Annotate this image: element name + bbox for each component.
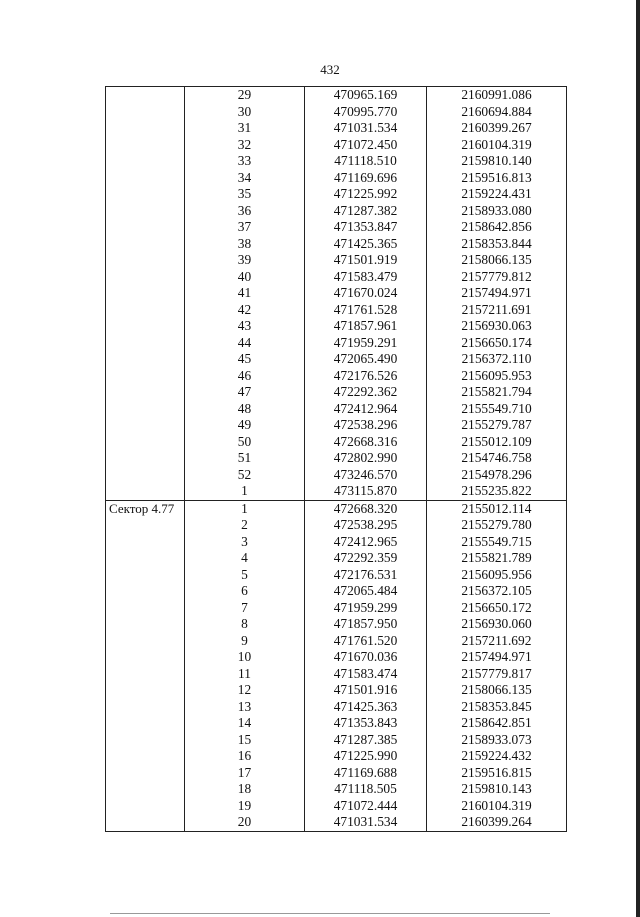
- sector-cell: [106, 633, 185, 650]
- table-row: [106, 616, 567, 633]
- y-coordinate-cell: 2156095.953: [427, 368, 567, 385]
- point-number-cell: 46: [185, 368, 305, 385]
- y-coordinate-cell: 2157211.692: [427, 633, 567, 650]
- x-coordinate-cell: 473246.570: [305, 467, 427, 484]
- point-number-cell: 49: [185, 417, 305, 434]
- table-row: [106, 153, 567, 170]
- y-coordinate-cell: 2155012.109: [427, 434, 567, 451]
- y-coordinate-cell: 2156095.956: [427, 567, 567, 584]
- point-number-cell: 19: [185, 798, 305, 815]
- sector-cell: [106, 798, 185, 815]
- x-coordinate-cell: 472538.295: [305, 517, 427, 534]
- x-coordinate-cell: 471072.450: [305, 137, 427, 154]
- x-coordinate-cell: 470995.770: [305, 104, 427, 121]
- table-row: [106, 483, 567, 500]
- x-coordinate-cell: 471118.505: [305, 781, 427, 798]
- x-coordinate-cell: 472292.362: [305, 384, 427, 401]
- x-coordinate-cell: 471031.534: [305, 814, 427, 831]
- point-number-cell: 52: [185, 467, 305, 484]
- point-number-cell: 50: [185, 434, 305, 451]
- x-coordinate-cell: 470965.169: [305, 87, 427, 104]
- y-coordinate-cell: 2160104.319: [427, 798, 567, 815]
- y-coordinate-cell: 2158933.073: [427, 732, 567, 749]
- x-coordinate-cell: 471761.520: [305, 633, 427, 650]
- y-coordinate-cell: 2160399.264: [427, 814, 567, 831]
- sector-cell: [106, 203, 185, 220]
- point-number-cell: 6: [185, 583, 305, 600]
- sector-cell: [106, 302, 185, 319]
- x-coordinate-cell: 471501.916: [305, 682, 427, 699]
- point-number-cell: 14: [185, 715, 305, 732]
- y-coordinate-cell: 2155549.710: [427, 401, 567, 418]
- sector-cell: [106, 186, 185, 203]
- point-number-cell: 40: [185, 269, 305, 286]
- y-coordinate-cell: 2155821.794: [427, 384, 567, 401]
- table-row: [106, 550, 567, 567]
- x-coordinate-cell: 471959.299: [305, 600, 427, 617]
- table-row: [106, 500, 567, 517]
- table-row: [106, 236, 567, 253]
- sector-cell: [106, 467, 185, 484]
- point-number-cell: 3: [185, 534, 305, 551]
- point-number-cell: 1: [185, 500, 305, 517]
- sector-cell: [106, 600, 185, 617]
- point-number-cell: 20: [185, 814, 305, 831]
- sector-cell: [106, 434, 185, 451]
- sector-cell: [106, 368, 185, 385]
- table-row: [106, 534, 567, 551]
- y-coordinate-cell: 2159516.813: [427, 170, 567, 187]
- x-coordinate-cell: 471287.385: [305, 732, 427, 749]
- y-coordinate-cell: 2160104.319: [427, 137, 567, 154]
- table-row: [106, 649, 567, 666]
- point-number-cell: 17: [185, 765, 305, 782]
- x-coordinate-cell: 471425.363: [305, 699, 427, 716]
- x-coordinate-cell: 473115.870: [305, 483, 427, 500]
- x-coordinate-cell: 471670.036: [305, 649, 427, 666]
- sector-cell: [106, 765, 185, 782]
- point-number-cell: 45: [185, 351, 305, 368]
- sector-cell: [106, 699, 185, 716]
- point-number-cell: 44: [185, 335, 305, 352]
- table-row: [106, 682, 567, 699]
- x-coordinate-cell: 471857.950: [305, 616, 427, 633]
- table-row: [106, 170, 567, 187]
- sector-cell: [106, 285, 185, 302]
- y-coordinate-cell: 2156372.110: [427, 351, 567, 368]
- y-coordinate-cell: 2157494.971: [427, 285, 567, 302]
- point-number-cell: 15: [185, 732, 305, 749]
- table-row: [106, 417, 567, 434]
- table-row: [106, 567, 567, 584]
- sector-cell: [106, 748, 185, 765]
- table-row: [106, 715, 567, 732]
- table-row: [106, 765, 567, 782]
- sector-cell: [106, 550, 185, 567]
- y-coordinate-cell: 2155012.114: [427, 500, 567, 517]
- table-row: [106, 732, 567, 749]
- x-coordinate-cell: 471031.534: [305, 120, 427, 137]
- sector-cell: [106, 219, 185, 236]
- y-coordinate-cell: 2158933.080: [427, 203, 567, 220]
- table-row: [106, 450, 567, 467]
- table-row: [106, 351, 567, 368]
- table-row: [106, 252, 567, 269]
- coordinates-table-body: [106, 87, 567, 832]
- y-coordinate-cell: 2157779.817: [427, 666, 567, 683]
- bottom-rule: [110, 913, 550, 914]
- sector-cell: [106, 252, 185, 269]
- sector-cell: [106, 781, 185, 798]
- x-coordinate-cell: 472065.484: [305, 583, 427, 600]
- sector-cell: [106, 715, 185, 732]
- x-coordinate-cell: 471225.990: [305, 748, 427, 765]
- x-coordinate-cell: 472668.320: [305, 500, 427, 517]
- y-coordinate-cell: 2157494.971: [427, 649, 567, 666]
- table-row: [106, 517, 567, 534]
- y-coordinate-cell: 2159224.431: [427, 186, 567, 203]
- sector-cell: [106, 649, 185, 666]
- x-coordinate-cell: 471118.510: [305, 153, 427, 170]
- sector-cell: [106, 666, 185, 683]
- x-coordinate-cell: 471353.843: [305, 715, 427, 732]
- y-coordinate-cell: 2159810.140: [427, 153, 567, 170]
- table-row: [106, 137, 567, 154]
- x-coordinate-cell: 471072.444: [305, 798, 427, 815]
- point-number-cell: 7: [185, 600, 305, 617]
- point-number-cell: 13: [185, 699, 305, 716]
- sector-cell: [106, 269, 185, 286]
- sector-cell: [106, 236, 185, 253]
- coordinates-table: [105, 86, 567, 832]
- x-coordinate-cell: 472412.964: [305, 401, 427, 418]
- sector-cell: [106, 417, 185, 434]
- table-row: [106, 285, 567, 302]
- y-coordinate-cell: 2160991.086: [427, 87, 567, 104]
- table-row: [106, 269, 567, 286]
- sector-cell: [106, 318, 185, 335]
- x-coordinate-cell: 471583.479: [305, 269, 427, 286]
- y-coordinate-cell: 2156930.063: [427, 318, 567, 335]
- point-number-cell: 31: [185, 120, 305, 137]
- point-number-cell: 10: [185, 649, 305, 666]
- y-coordinate-cell: 2160399.267: [427, 120, 567, 137]
- sector-cell: [106, 137, 185, 154]
- table-row: [106, 814, 567, 831]
- x-coordinate-cell: 471501.919: [305, 252, 427, 269]
- x-coordinate-cell: 472065.490: [305, 351, 427, 368]
- sector-cell: [106, 384, 185, 401]
- x-coordinate-cell: 471670.024: [305, 285, 427, 302]
- y-coordinate-cell: 2158353.845: [427, 699, 567, 716]
- table-row: [106, 335, 567, 352]
- table-row: [106, 633, 567, 650]
- point-number-cell: 2: [185, 517, 305, 534]
- x-coordinate-cell: 472668.316: [305, 434, 427, 451]
- point-number-cell: 30: [185, 104, 305, 121]
- point-number-cell: 33: [185, 153, 305, 170]
- table-row: [106, 434, 567, 451]
- y-coordinate-cell: 2155821.789: [427, 550, 567, 567]
- y-coordinate-cell: 2155549.715: [427, 534, 567, 551]
- x-coordinate-cell: 472176.531: [305, 567, 427, 584]
- table-row: [106, 583, 567, 600]
- table-row: [106, 798, 567, 815]
- table-row: [106, 87, 567, 104]
- x-coordinate-cell: 471353.847: [305, 219, 427, 236]
- sector-cell: [106, 732, 185, 749]
- point-number-cell: 38: [185, 236, 305, 253]
- sector-cell: [106, 814, 185, 831]
- table-row: [106, 781, 567, 798]
- y-coordinate-cell: 2154746.758: [427, 450, 567, 467]
- y-coordinate-cell: 2156372.105: [427, 583, 567, 600]
- table-row: [106, 302, 567, 319]
- sector-cell: [106, 483, 185, 500]
- y-coordinate-cell: 2160694.884: [427, 104, 567, 121]
- point-number-cell: 42: [185, 302, 305, 319]
- sector-cell: [106, 583, 185, 600]
- y-coordinate-cell: 2155235.822: [427, 483, 567, 500]
- sector-cell: [106, 153, 185, 170]
- y-coordinate-cell: 2156650.172: [427, 600, 567, 617]
- y-coordinate-cell: 2156930.060: [427, 616, 567, 633]
- point-number-cell: 41: [185, 285, 305, 302]
- x-coordinate-cell: 471169.696: [305, 170, 427, 187]
- y-coordinate-cell: 2157779.812: [427, 269, 567, 286]
- x-coordinate-cell: 472176.526: [305, 368, 427, 385]
- y-coordinate-cell: 2159516.815: [427, 765, 567, 782]
- page-number: 432: [320, 62, 340, 77]
- x-coordinate-cell: 472538.296: [305, 417, 427, 434]
- y-coordinate-cell: 2159810.143: [427, 781, 567, 798]
- y-coordinate-cell: 2158642.856: [427, 219, 567, 236]
- table-row: [106, 203, 567, 220]
- point-number-cell: 4: [185, 550, 305, 567]
- point-number-cell: 8: [185, 616, 305, 633]
- table-row: [106, 467, 567, 484]
- table-row: [106, 318, 567, 335]
- y-coordinate-cell: 2159224.432: [427, 748, 567, 765]
- point-number-cell: 48: [185, 401, 305, 418]
- x-coordinate-cell: 472802.990: [305, 450, 427, 467]
- x-coordinate-cell: 472292.359: [305, 550, 427, 567]
- y-coordinate-cell: 2157211.691: [427, 302, 567, 319]
- point-number-cell: 43: [185, 318, 305, 335]
- point-number-cell: 37: [185, 219, 305, 236]
- y-coordinate-cell: 2155279.787: [427, 417, 567, 434]
- x-coordinate-cell: 471857.961: [305, 318, 427, 335]
- y-coordinate-cell: 2158353.844: [427, 236, 567, 253]
- table-row: [106, 748, 567, 765]
- x-coordinate-cell: 471287.382: [305, 203, 427, 220]
- sector-cell: Сектор 4.77: [106, 500, 185, 517]
- table-row: [106, 699, 567, 716]
- point-number-cell: 32: [185, 137, 305, 154]
- y-coordinate-cell: 2158066.135: [427, 682, 567, 699]
- point-number-cell: 5: [185, 567, 305, 584]
- x-coordinate-cell: 471583.474: [305, 666, 427, 683]
- x-coordinate-cell: 471761.528: [305, 302, 427, 319]
- table-row: [106, 600, 567, 617]
- x-coordinate-cell: 471425.365: [305, 236, 427, 253]
- table-row: [106, 368, 567, 385]
- point-number-cell: 16: [185, 748, 305, 765]
- point-number-cell: 36: [185, 203, 305, 220]
- x-coordinate-cell: 471225.992: [305, 186, 427, 203]
- y-coordinate-cell: 2155279.780: [427, 517, 567, 534]
- sector-cell: [106, 170, 185, 187]
- sector-cell: [106, 401, 185, 418]
- sector-cell: [106, 87, 185, 104]
- sector-cell: [106, 616, 185, 633]
- sector-cell: [106, 120, 185, 137]
- point-number-cell: 12: [185, 682, 305, 699]
- table-row: [106, 666, 567, 683]
- point-number-cell: 1: [185, 483, 305, 500]
- table-row: [106, 120, 567, 137]
- point-number-cell: 35: [185, 186, 305, 203]
- table-row: [106, 186, 567, 203]
- sector-cell: [106, 517, 185, 534]
- y-coordinate-cell: 2158642.851: [427, 715, 567, 732]
- x-coordinate-cell: 472412.965: [305, 534, 427, 551]
- table-row: [106, 401, 567, 418]
- x-coordinate-cell: 471169.688: [305, 765, 427, 782]
- table-row: [106, 219, 567, 236]
- table-row: [106, 104, 567, 121]
- point-number-cell: 47: [185, 384, 305, 401]
- y-coordinate-cell: 2154978.296: [427, 467, 567, 484]
- sector-cell: [106, 335, 185, 352]
- point-number-cell: 39: [185, 252, 305, 269]
- point-number-cell: 11: [185, 666, 305, 683]
- page-edge-shadow: [636, 0, 640, 917]
- point-number-cell: 34: [185, 170, 305, 187]
- table-row: [106, 384, 567, 401]
- sector-cell: [106, 682, 185, 699]
- sector-cell: [106, 534, 185, 551]
- sector-cell: [106, 450, 185, 467]
- point-number-cell: 9: [185, 633, 305, 650]
- sector-cell: [106, 567, 185, 584]
- y-coordinate-cell: 2158066.135: [427, 252, 567, 269]
- point-number-cell: 29: [185, 87, 305, 104]
- x-coordinate-cell: 471959.291: [305, 335, 427, 352]
- y-coordinate-cell: 2156650.174: [427, 335, 567, 352]
- sector-cell: [106, 351, 185, 368]
- sector-cell: [106, 104, 185, 121]
- point-number-cell: 18: [185, 781, 305, 798]
- point-number-cell: 51: [185, 450, 305, 467]
